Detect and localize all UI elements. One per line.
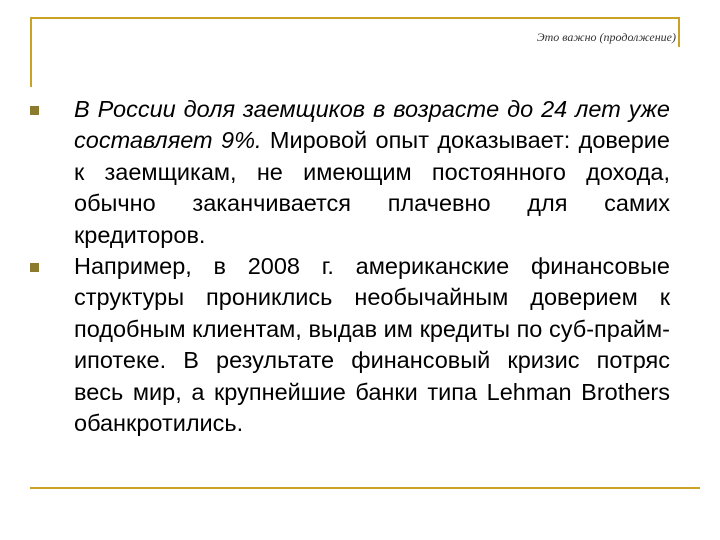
frame-right-line (678, 17, 680, 47)
frame-top-line (30, 17, 680, 19)
bullet-italic-text: В России доля заемщиков в возрасте до 24 лет уже составляет 9%. (74, 96, 670, 154)
slide-subtitle: Это важно (продолжение) (536, 30, 676, 44)
bullet-item (74, 251, 670, 439)
bullet-item (74, 94, 670, 251)
bullet-text: Например, в 2008 г. американские финансовые структуры прониклись необычайным доверием к подобным клиентам, выдав им кредиты по суб-прайм-ипотеке. В результате финансовый кризис потряс весь мир, а крупнейшие банки типа Lehman Brothers обанкротились. (74, 253, 670, 437)
frame-left-line (30, 17, 32, 87)
bullet-list (74, 94, 670, 439)
frame-bottom-line (30, 487, 700, 489)
square-bullet-icon (30, 106, 39, 115)
bullet-text: Мировой опыт доказывает: доверие к заемщикам, не имеющим постоянного дохода, обычно заканчивается плачевно для самих кредиторов. (74, 127, 670, 248)
square-bullet-icon (30, 263, 39, 272)
